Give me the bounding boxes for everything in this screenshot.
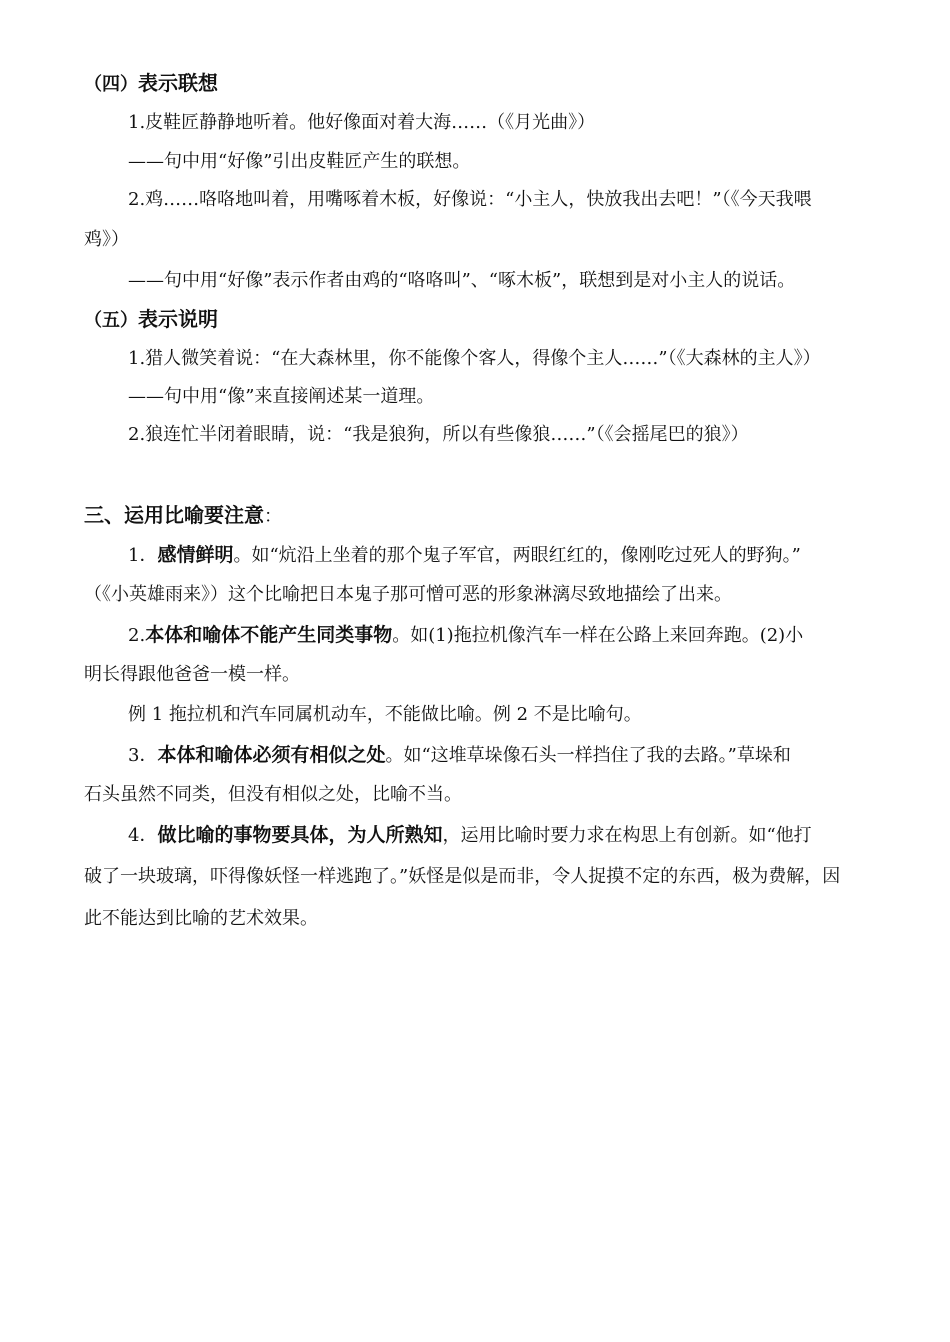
item-text: 。如“炕沿上坐着的那个鬼子军官，两眼红红的，像刚吃过死人的野狗。” [233, 545, 801, 566]
example-note: ——句中用“好像”引出皮鞋匠产生的联想。 [128, 151, 471, 172]
note-item-4-continued: 破了一块玻璃，吓得像妖怪一样逃跑了。”妖怪是似是而非，令人捉摸不定的东西，极为费解，因 [84, 866, 841, 887]
heading-number: （五） [84, 310, 138, 331]
item-key-point: 做比喻的事物要具体，为人所熟知 [157, 824, 443, 846]
note-item-3-continued: 石头虽然不同类，但没有相似之处，比喻不当。 [84, 784, 462, 805]
section-heading-explanation [84, 306, 884, 334]
note-item-4-continued: 此不能达到比喻的艺术效果。 [84, 908, 318, 929]
example-text-continued: 鸡》） [84, 229, 129, 250]
example-text: 2.狼连忙半闭着眼睛，说：“我是狼狗，所以有些像狼……”（《会摇尾巴的狼》） [128, 424, 749, 445]
item-number: 2. [128, 625, 146, 646]
heading-number: （四） [84, 74, 138, 95]
section-heading-association [84, 70, 884, 98]
heading-text: 表示说明 [138, 307, 218, 331]
example-text: 2.鸡……咯咯地叫着，用嘴啄着木板，好像说：“小主人，快放我出去吧！”（《今天我喂 [128, 189, 812, 210]
example-note: ——句中用“好像”表示作者由鸡的“咯咯叫”、“啄木板”，联想到是对小主人的说话。 [128, 270, 796, 291]
part-heading-notes [84, 502, 884, 530]
heading-colon: ： [264, 506, 282, 527]
item-number: 4． [128, 825, 158, 846]
note-item-4 [128, 822, 888, 849]
note-item-2 [128, 622, 888, 649]
item-text: ，运用比喻时要力求在构思上有创新。如“他打 [442, 825, 812, 846]
item-number: 1． [128, 545, 158, 566]
heading-text: 表示联想 [138, 71, 218, 95]
item-text: 。如(1)拖拉机像汽车一样在公路上来回奔跑。(2)小 [392, 625, 804, 646]
example-text: 1.皮鞋匠静静地听着。他好像面对着大海……（《月光曲》） [128, 112, 596, 133]
item-text: 。如“这堆草垛像石头一样挡住了我的去路。”草垛和 [385, 745, 791, 766]
example-text: 1.猎人微笑着说：“在大森林里，你不能像个客人，得像个主人……”（《大森林的主人》） [128, 348, 821, 369]
note-item-2-example: 例 1 拖拉机和汽车同属机动车，不能做比喻。例 2 不是比喻句。 [128, 704, 642, 725]
example-note: ——句中用“像”来直接阐述某一道理。 [128, 386, 435, 407]
item-key-point: 本体和喻体必须有相似之处 [157, 744, 386, 766]
heading-text: 三、运用比喻要注意 [84, 503, 264, 527]
item-key-point: 感情鲜明 [157, 544, 234, 566]
item-key-point: 本体和喻体不能产生同类事物 [145, 624, 393, 646]
note-item-3 [128, 742, 888, 769]
note-item-1-continued: （《小英雄雨来》）这个比喻把日本鬼子那可憎可恶的形象淋漓尽致地描绘了出来。 [84, 584, 732, 605]
note-item-1 [128, 542, 888, 569]
item-number: 3． [128, 745, 158, 766]
note-item-2-continued: 明长得跟他爸爸一模一样。 [84, 664, 300, 685]
